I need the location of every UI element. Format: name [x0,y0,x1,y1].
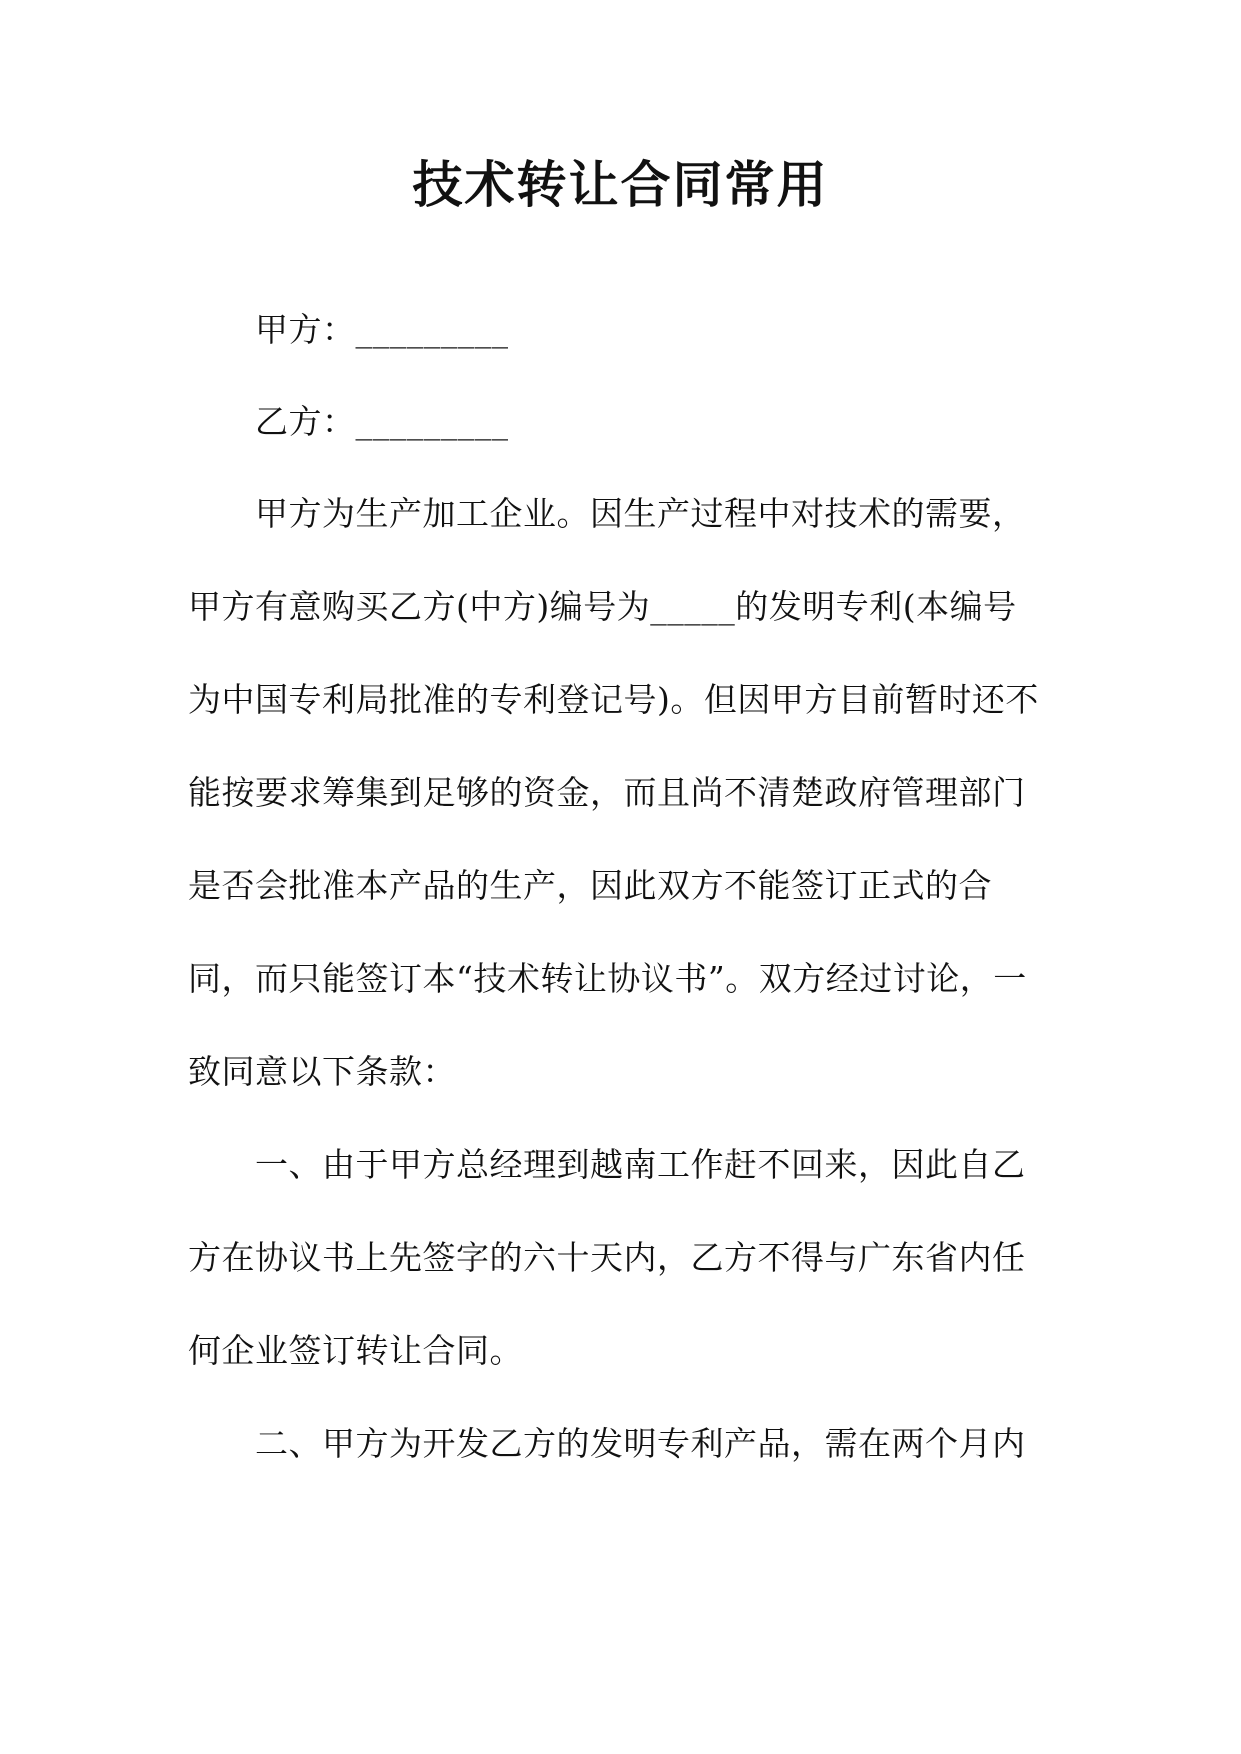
preamble-line: 同，而只能签订本“技术转让协议书”。双方经过讨论，一 [188,959,1027,998]
preamble-line: 能按要求筹集到足够的资金，而且尚不清楚政府管理部门 [188,773,1026,812]
clause-1-line: 何企业签订转让合同。 [188,1331,523,1370]
clause-2-line: 二、甲方为开发乙方的发明专利产品，需在两个月内 [255,1424,1026,1463]
party-a-line: 甲方：_________ [255,310,509,349]
preamble-line: 甲方为生产加工企业。因生产过程中对技术的需要， [255,494,1026,533]
document-title: 技术转让合同常用 [412,155,829,214]
clause-1-line: 一、由于甲方总经理到越南工作赶不回来，因此自乙 [255,1145,1026,1184]
party-b-line: 乙方：_________ [255,402,509,441]
preamble-line: 是否会批准本产品的生产，因此双方不能签订正式的合 [188,866,992,905]
preamble-line: 甲方有意购买乙方(中方)编号为_____的发明专利(本编号 [188,587,1017,626]
clause-1-line: 方在协议书上先签字的六十天内，乙方不得与广东省内任 [188,1238,1026,1277]
preamble-line: 为中国专利局批准的专利登记号)。但因甲方目前暂时还不 [188,680,1039,719]
preamble-line: 致同意以下条款： [188,1052,456,1091]
